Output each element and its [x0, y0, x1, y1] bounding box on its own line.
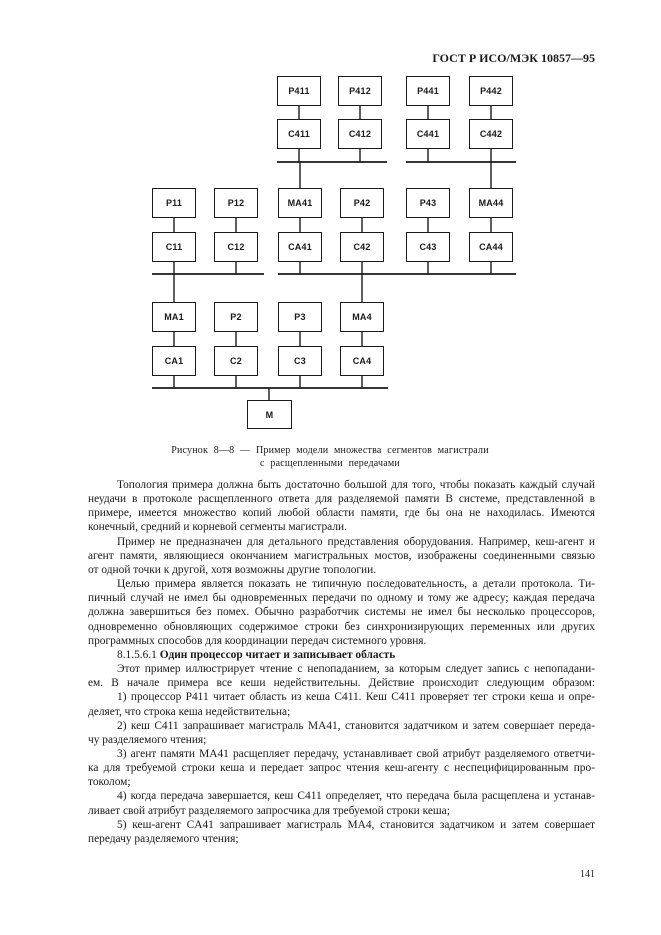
text-line: неудачи в протоколе расщепленного ответа для разделяемой памяти В системе, представленной в	[88, 493, 595, 506]
box-p411: P411	[277, 76, 321, 106]
box-p412: P412	[338, 76, 382, 106]
text-line: Целью примера является показать не типичную последовательность, а детали протокола. Ти-	[117, 578, 595, 591]
text-line: программных способов для координации передач системного уровня.	[88, 634, 427, 647]
box-p442: P442	[469, 76, 513, 106]
list-item-line: 3) агент памяти MA41 расщепляет передачу, устанавливает свой атрибут разделяемого ответчи-	[117, 747, 595, 760]
box-ma41: MA41	[278, 188, 322, 218]
box-p43: P43	[406, 188, 450, 218]
list-item-line: передачу разделяемого чтения;	[88, 832, 239, 845]
box-ma44: MA44	[469, 188, 513, 218]
section-number: 8.1.5.6.1	[117, 648, 157, 661]
text-line: от одной точки к другой, хотя возможны другие топологии.	[88, 563, 377, 576]
text-line: пичный случай не имел бы одновременных передачи по одному и тому же адресу; каждая передача	[88, 592, 595, 605]
box-p11: P11	[152, 188, 196, 218]
figure-caption-line-1: Рисунок 8—8 — Пример модели множества сегментов магистрали	[171, 445, 489, 456]
list-item-line: 1) процессор P411 читает область из кеша C411. Кеш C411 проверяет тег строки кеша и опре-	[117, 691, 595, 704]
standard-header: ГОСТ Р ИСО/МЭК 10857—95	[432, 51, 595, 65]
text-line: примере, имеется множество копий любой области памяти, где бы она не находилась. Имеются	[88, 507, 595, 520]
box-p2: P2	[214, 302, 258, 332]
box-ca1: CA1	[152, 346, 196, 376]
section-title: Один процессор читает и записывает область	[159, 648, 396, 661]
body-text	[88, 478, 595, 846]
box-p441: P441	[406, 76, 450, 106]
box-ma1: MA1	[152, 302, 196, 332]
text-line: должна завершиться без помех. Обычно разработчик системы не имел бы несколько процессоров,	[88, 606, 595, 619]
text-line: одновременно обновляющих содержимое строки без синхронизирующих переменных или других	[88, 620, 595, 633]
box-c412: C412	[338, 119, 382, 149]
box-c411: C411	[277, 119, 321, 149]
list-item-line: чу разделяемого чтения;	[88, 733, 207, 746]
box-c441: C441	[406, 119, 450, 149]
box-c3: C3	[278, 346, 322, 376]
box-c2: C2	[214, 346, 258, 376]
box-ma4: MA4	[340, 302, 384, 332]
list-item-line: токолом;	[88, 776, 131, 789]
box-ca41: CA41	[278, 232, 322, 262]
section-heading	[88, 648, 595, 662]
figure-caption-line-2: с расщепленными передачами	[260, 458, 400, 469]
text-line: Топология примера должна быть достаточно большой для того, чтобы показать каждый случай	[117, 479, 595, 491]
box-c11: C11	[152, 232, 196, 262]
page-number: 141	[580, 869, 595, 880]
box-c442: C442	[469, 119, 513, 149]
text-line: конечный, средний и корневой сегменты магистрали.	[88, 521, 347, 534]
list-item-line: 4) когда передача завершается, кеш C411 определяет, что передача была расщеплена и устанав-	[117, 790, 595, 803]
box-c12: C12	[214, 232, 258, 262]
list-item-line: 5) кеш-агент CA41 запрашивает магистраль MA4, становится задатчиком и затем совершает	[117, 818, 595, 831]
text-line: агент памяти, являющиеся окончанием магистральных мостов, изображены соединенными связью	[88, 549, 595, 562]
box-p3: P3	[278, 302, 322, 332]
box-ca44: CA44	[469, 232, 513, 262]
box-ca4: CA4	[340, 346, 384, 376]
list-item-line: 2) кеш C411 запрашивает магистраль MA41, становится задатчиком и затем совершает переда-	[117, 719, 595, 732]
list-item-line: ливает свой атрибут разделяемого запросчика для требуемой строки кеша;	[88, 804, 450, 817]
box-p42: P42	[340, 188, 384, 218]
text-line: ем. В начале примера все кеши недействительны. Действие происходит следующим образом:	[88, 677, 595, 690]
box-memory: M	[247, 400, 292, 429]
text-line: Этот пример иллюстрирует чтение с непопаданием, за которым следует запись с непопадани-	[117, 663, 595, 676]
list-item-line: ка для требуемой строки кеша и передает запрос чтения кеш-агенту с неспецифицированным про-	[88, 762, 595, 775]
box-c42: C42	[340, 232, 384, 262]
box-p12: P12	[214, 188, 258, 218]
list-item-line: деляет, что строка кеша недействительна;	[88, 705, 291, 718]
text-line: Пример не предназначен для детального представления оборудования. Например, кеш-агент и	[117, 535, 595, 548]
box-c43: C43	[406, 232, 450, 262]
